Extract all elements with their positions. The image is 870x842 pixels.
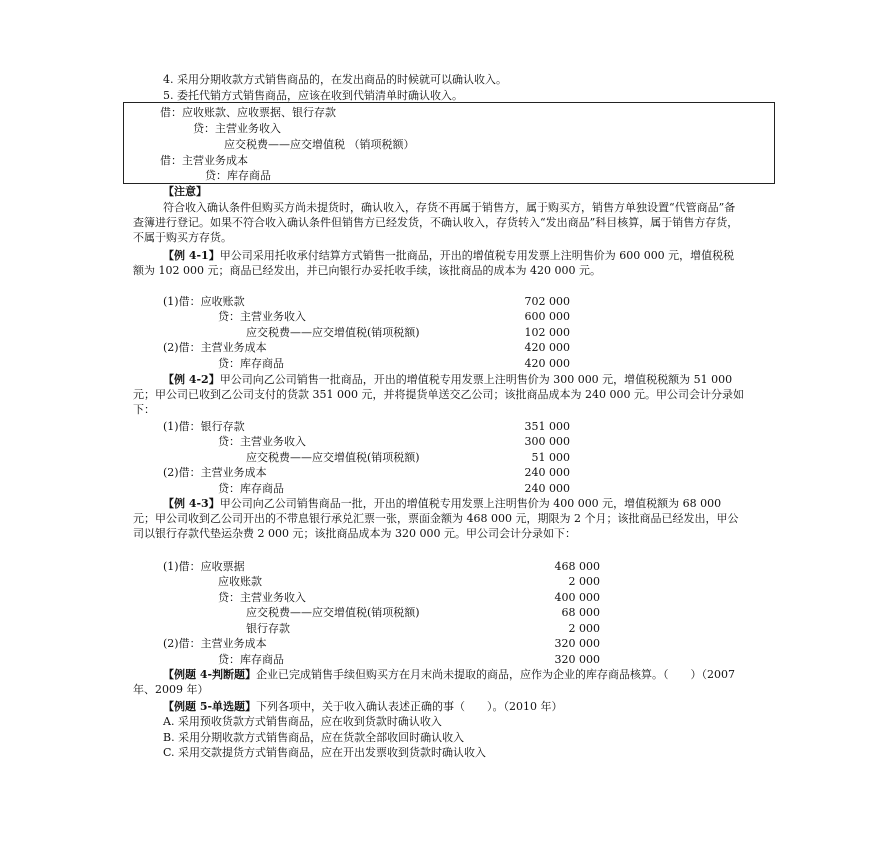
ex1-amount-3: 102 000 xyxy=(524,326,570,339)
intro-line-5: 5. 委托代销方式销售商品，应该在收到代销清单时确认收入。 xyxy=(163,89,463,102)
ex3-amount-6: 320 000 xyxy=(554,637,600,650)
example-4-1-label: 【例 4-1】 xyxy=(163,249,220,262)
box-line-tax: 应交税费——应交增值税 （销项税额） xyxy=(224,138,415,151)
ex1-entry-3: 应交税费——应交增值税(销项税额) xyxy=(246,326,420,339)
ex1-amount-2: 600 000 xyxy=(524,310,570,323)
example-4-3-label: 【例 4-3】 xyxy=(163,497,220,510)
ex3-amount-3: 400 000 xyxy=(554,591,600,604)
ex3-amount-4: 68 000 xyxy=(561,606,600,619)
ex2-amount-5: 240 000 xyxy=(524,482,570,495)
question-4-label: 【例题 4-判断题】 xyxy=(163,668,257,681)
ex1-entry-5: 贷：库存商品 xyxy=(218,357,284,370)
example-4-3-body: 甲公司向乙公司销售商品一批，开出的增值税专用发票上注明售价为 400 000 元，增值税额为 68 000 元；甲公司收到乙公司开出的不带息银行承兑汇票一张，票面金额为 468 000 元，期限为 2 个月；该批商品已经发出，甲公司以银行存款代垫运杂费 2 000 元；该批商品成本为 320 000 元。甲公司会计分录如下： xyxy=(133,497,739,540)
ex3-entry-2: 应收账款 xyxy=(218,575,262,588)
ex3-entry-4: 应交税费——应交增值税(销项税额) xyxy=(246,606,420,619)
ex3-amount-7: 320 000 xyxy=(554,653,600,666)
ex2-entry-1: (1)借：银行存款 xyxy=(163,420,245,433)
ex2-amount-4: 240 000 xyxy=(524,466,570,479)
ex2-amount-1: 351 000 xyxy=(524,420,570,433)
box-line-inventory: 贷：库存商品 xyxy=(205,169,271,182)
example-4-2-text xyxy=(133,372,745,417)
ex2-amount-2: 300 000 xyxy=(524,435,570,448)
question-5-option-b: B. 采用分期收款方式销售商品，应在货款全部收回时确认收入 xyxy=(163,731,465,744)
example-4-1-text xyxy=(133,248,745,278)
ex3-amount-2: 2 000 xyxy=(568,575,600,588)
question-5-option-c: C. 采用交款提货方式销售商品，应在开出发票收到货款时确认收入 xyxy=(163,746,487,759)
ex3-entry-5: 银行存款 xyxy=(246,622,290,635)
ex3-amount-5: 2 000 xyxy=(568,622,600,635)
question-5 xyxy=(163,699,563,714)
intro-line-4: 4. 采用分期收款方式销售商品的，在发出商品的时候就可以确认收入。 xyxy=(163,73,507,86)
box-line-debit: 借：应收账款、应收票据、银行存款 xyxy=(160,106,336,119)
note-title: 【注意】 xyxy=(163,185,207,198)
example-4-2-body: 甲公司向乙公司销售一批商品，开出的增值税专用发票上注明售价为 300 000 元，增值税税额为 51 000 元；甲公司已收到乙公司支付的货款 351 000 元，并将提货单送交乙公司；该批商品成本为 240 000 元。甲公司会计分录如下： xyxy=(133,373,744,416)
ex2-entry-5: 贷：库存商品 xyxy=(218,482,284,495)
ex3-entry-3: 贷：主营业务收入 xyxy=(218,591,306,604)
box-line-credit: 贷：主营业务收入 xyxy=(193,122,281,135)
ex2-entry-2: 贷：主营业务收入 xyxy=(218,435,306,448)
ex1-amount-1: 702 000 xyxy=(524,295,570,308)
note-text: 符合收入确认条件但购买方尚未提货时，确认收入，存货不再属于销售方，属于购买方，销售方单独设置“代管商品”备查簿进行登记。如果不符合收入确认条件但销售方已经发货，不确认收入，存货转入“发出商品”科目核算，属于销售方存货，不属于购买方存货。 xyxy=(133,201,739,244)
ex2-entry-4: (2)借：主营业务成本 xyxy=(163,466,267,479)
ex1-amount-4: 420 000 xyxy=(524,341,570,354)
example-4-2-label: 【例 4-2】 xyxy=(163,373,220,386)
example-4-1-body: 甲公司采用托收承付结算方式销售一批商品，开出的增值税专用发票上注明售价为 600 000 元，增值税税额为 102 000 元；商品已经发出，并已向银行办妥托收手续，该批商品的成本为 420 000 元。 xyxy=(133,249,735,277)
question-4 xyxy=(133,667,745,697)
ex1-entry-1: (1)借：应收账款 xyxy=(163,295,245,308)
ex1-entry-2: 贷：主营业务收入 xyxy=(218,310,306,323)
question-5-option-a: A. 采用预收货款方式销售商品，应在收到货款时确认收入 xyxy=(163,715,442,728)
ex1-amount-5: 420 000 xyxy=(524,357,570,370)
ex3-entry-6: (2)借：主营业务成本 xyxy=(163,637,267,650)
question-5-label: 【例题 5-单选题】 xyxy=(163,700,257,713)
ex3-entry-1: (1)借：应收票据 xyxy=(163,560,245,573)
ex2-amount-3: 51 000 xyxy=(531,451,570,464)
question-4-body: 企业已完成销售手续但购买方在月末尚未提取的商品，应作为企业的库存商品核算。（ ）（2007 年、2009 年） xyxy=(133,668,736,696)
question-5-body: 下列各项中，关于收入确认表述正确的事（ ）。（2010 年） xyxy=(256,700,563,713)
example-4-3-text xyxy=(133,496,745,541)
box-line-cost: 借：主营业务成本 xyxy=(160,154,248,167)
ex2-entry-3: 应交税费——应交增值税(销项税额) xyxy=(246,451,420,464)
ex3-entry-7: 贷：库存商品 xyxy=(218,653,284,666)
ex3-amount-1: 468 000 xyxy=(554,560,600,573)
ex1-entry-4: (2)借：主营业务成本 xyxy=(163,341,267,354)
